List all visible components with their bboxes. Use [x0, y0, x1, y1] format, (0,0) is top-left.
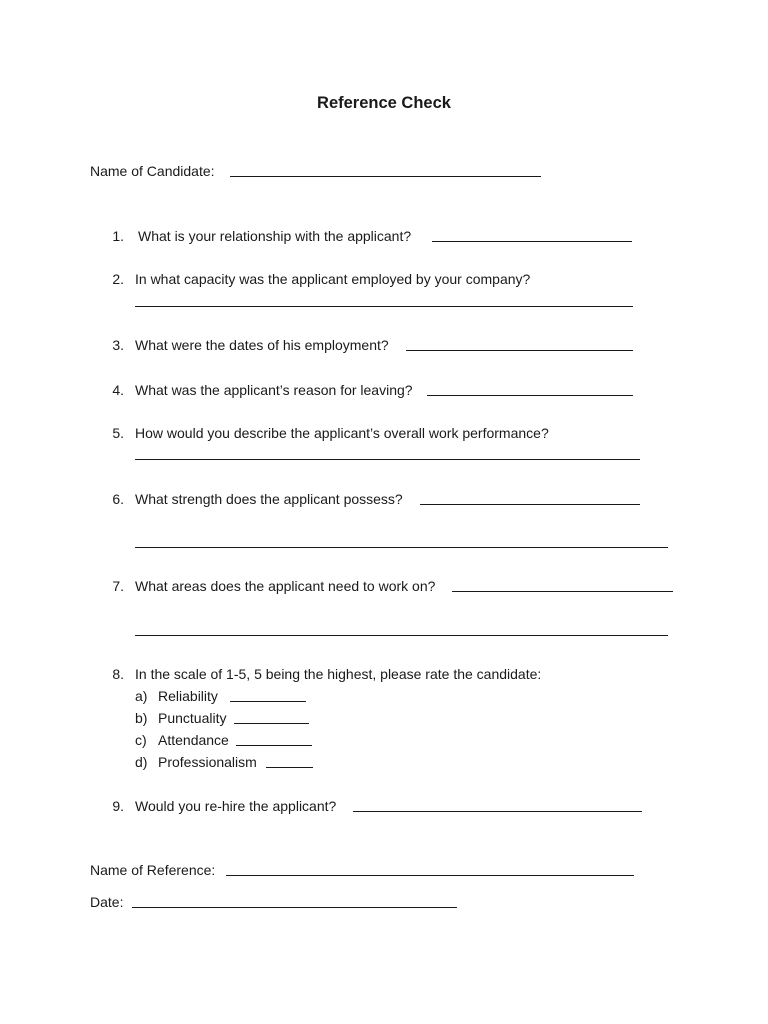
capacity-answer-field[interactable] — [135, 306, 633, 307]
rehire-answer-field[interactable] — [353, 811, 642, 812]
rating-label-punctuality: Punctuality — [158, 710, 227, 726]
question-number: 3. — [112, 337, 124, 353]
employment-dates-field[interactable] — [406, 350, 633, 351]
question-text: In the scale of 1-5, 5 being the highest, please rate the candidate: — [135, 666, 542, 682]
date-label: Date: — [90, 894, 124, 910]
question-number: 7. — [112, 578, 124, 594]
rating-label-attendance: Attendance — [158, 732, 229, 748]
candidate-name-field[interactable] — [230, 176, 541, 177]
question-text: What is your relationship with the applicant? — [138, 228, 412, 244]
date-field[interactable] — [132, 907, 457, 908]
question-number: 6. — [112, 491, 124, 507]
rating-label-reliability: Reliability — [158, 688, 218, 704]
question-text: Would you re-hire the applicant? — [135, 798, 337, 814]
attendance-rating-field[interactable] — [236, 745, 312, 746]
question-number: 4. — [112, 382, 124, 398]
work-performance-field[interactable] — [135, 459, 640, 460]
relationship-answer-field[interactable] — [432, 241, 632, 242]
question-number: 2. — [112, 271, 124, 287]
professionalism-rating-field[interactable] — [266, 767, 313, 768]
rating-letter: b) — [135, 710, 148, 726]
rating-letter: a) — [135, 688, 148, 704]
question-number: 9. — [112, 798, 124, 814]
improvement-areas-field[interactable] — [452, 591, 673, 592]
question-number: 1. — [112, 228, 124, 244]
reason-for-leaving-field[interactable] — [427, 395, 633, 396]
improvement-areas-field-line-2[interactable] — [135, 635, 668, 636]
reference-name-field[interactable] — [226, 875, 634, 876]
question-text: What strength does the applicant possess? — [135, 491, 403, 507]
rating-label-professionalism: Professionalism — [158, 754, 257, 770]
strength-answer-field[interactable] — [420, 504, 640, 505]
page-title: Reference Check — [317, 94, 451, 112]
strength-answer-field-line-2[interactable] — [135, 547, 668, 548]
question-number: 8. — [112, 666, 124, 682]
question-text: What were the dates of his employment? — [135, 337, 389, 353]
question-text: In what capacity was the applicant employed by your company? — [135, 271, 531, 287]
reference-name-label: Name of Reference: — [90, 862, 216, 878]
question-text: What was the applicant’s reason for leaving? — [135, 382, 413, 398]
rating-letter: d) — [135, 754, 148, 770]
question-text: How would you describe the applicant’s overall work performance? — [135, 425, 549, 441]
reliability-rating-field[interactable] — [230, 701, 306, 702]
candidate-name-label: Name of Candidate: — [90, 163, 215, 179]
punctuality-rating-field[interactable] — [234, 723, 309, 724]
question-text: What areas does the applicant need to work on? — [135, 578, 436, 594]
question-number: 5. — [112, 425, 124, 441]
rating-letter: c) — [135, 732, 147, 748]
